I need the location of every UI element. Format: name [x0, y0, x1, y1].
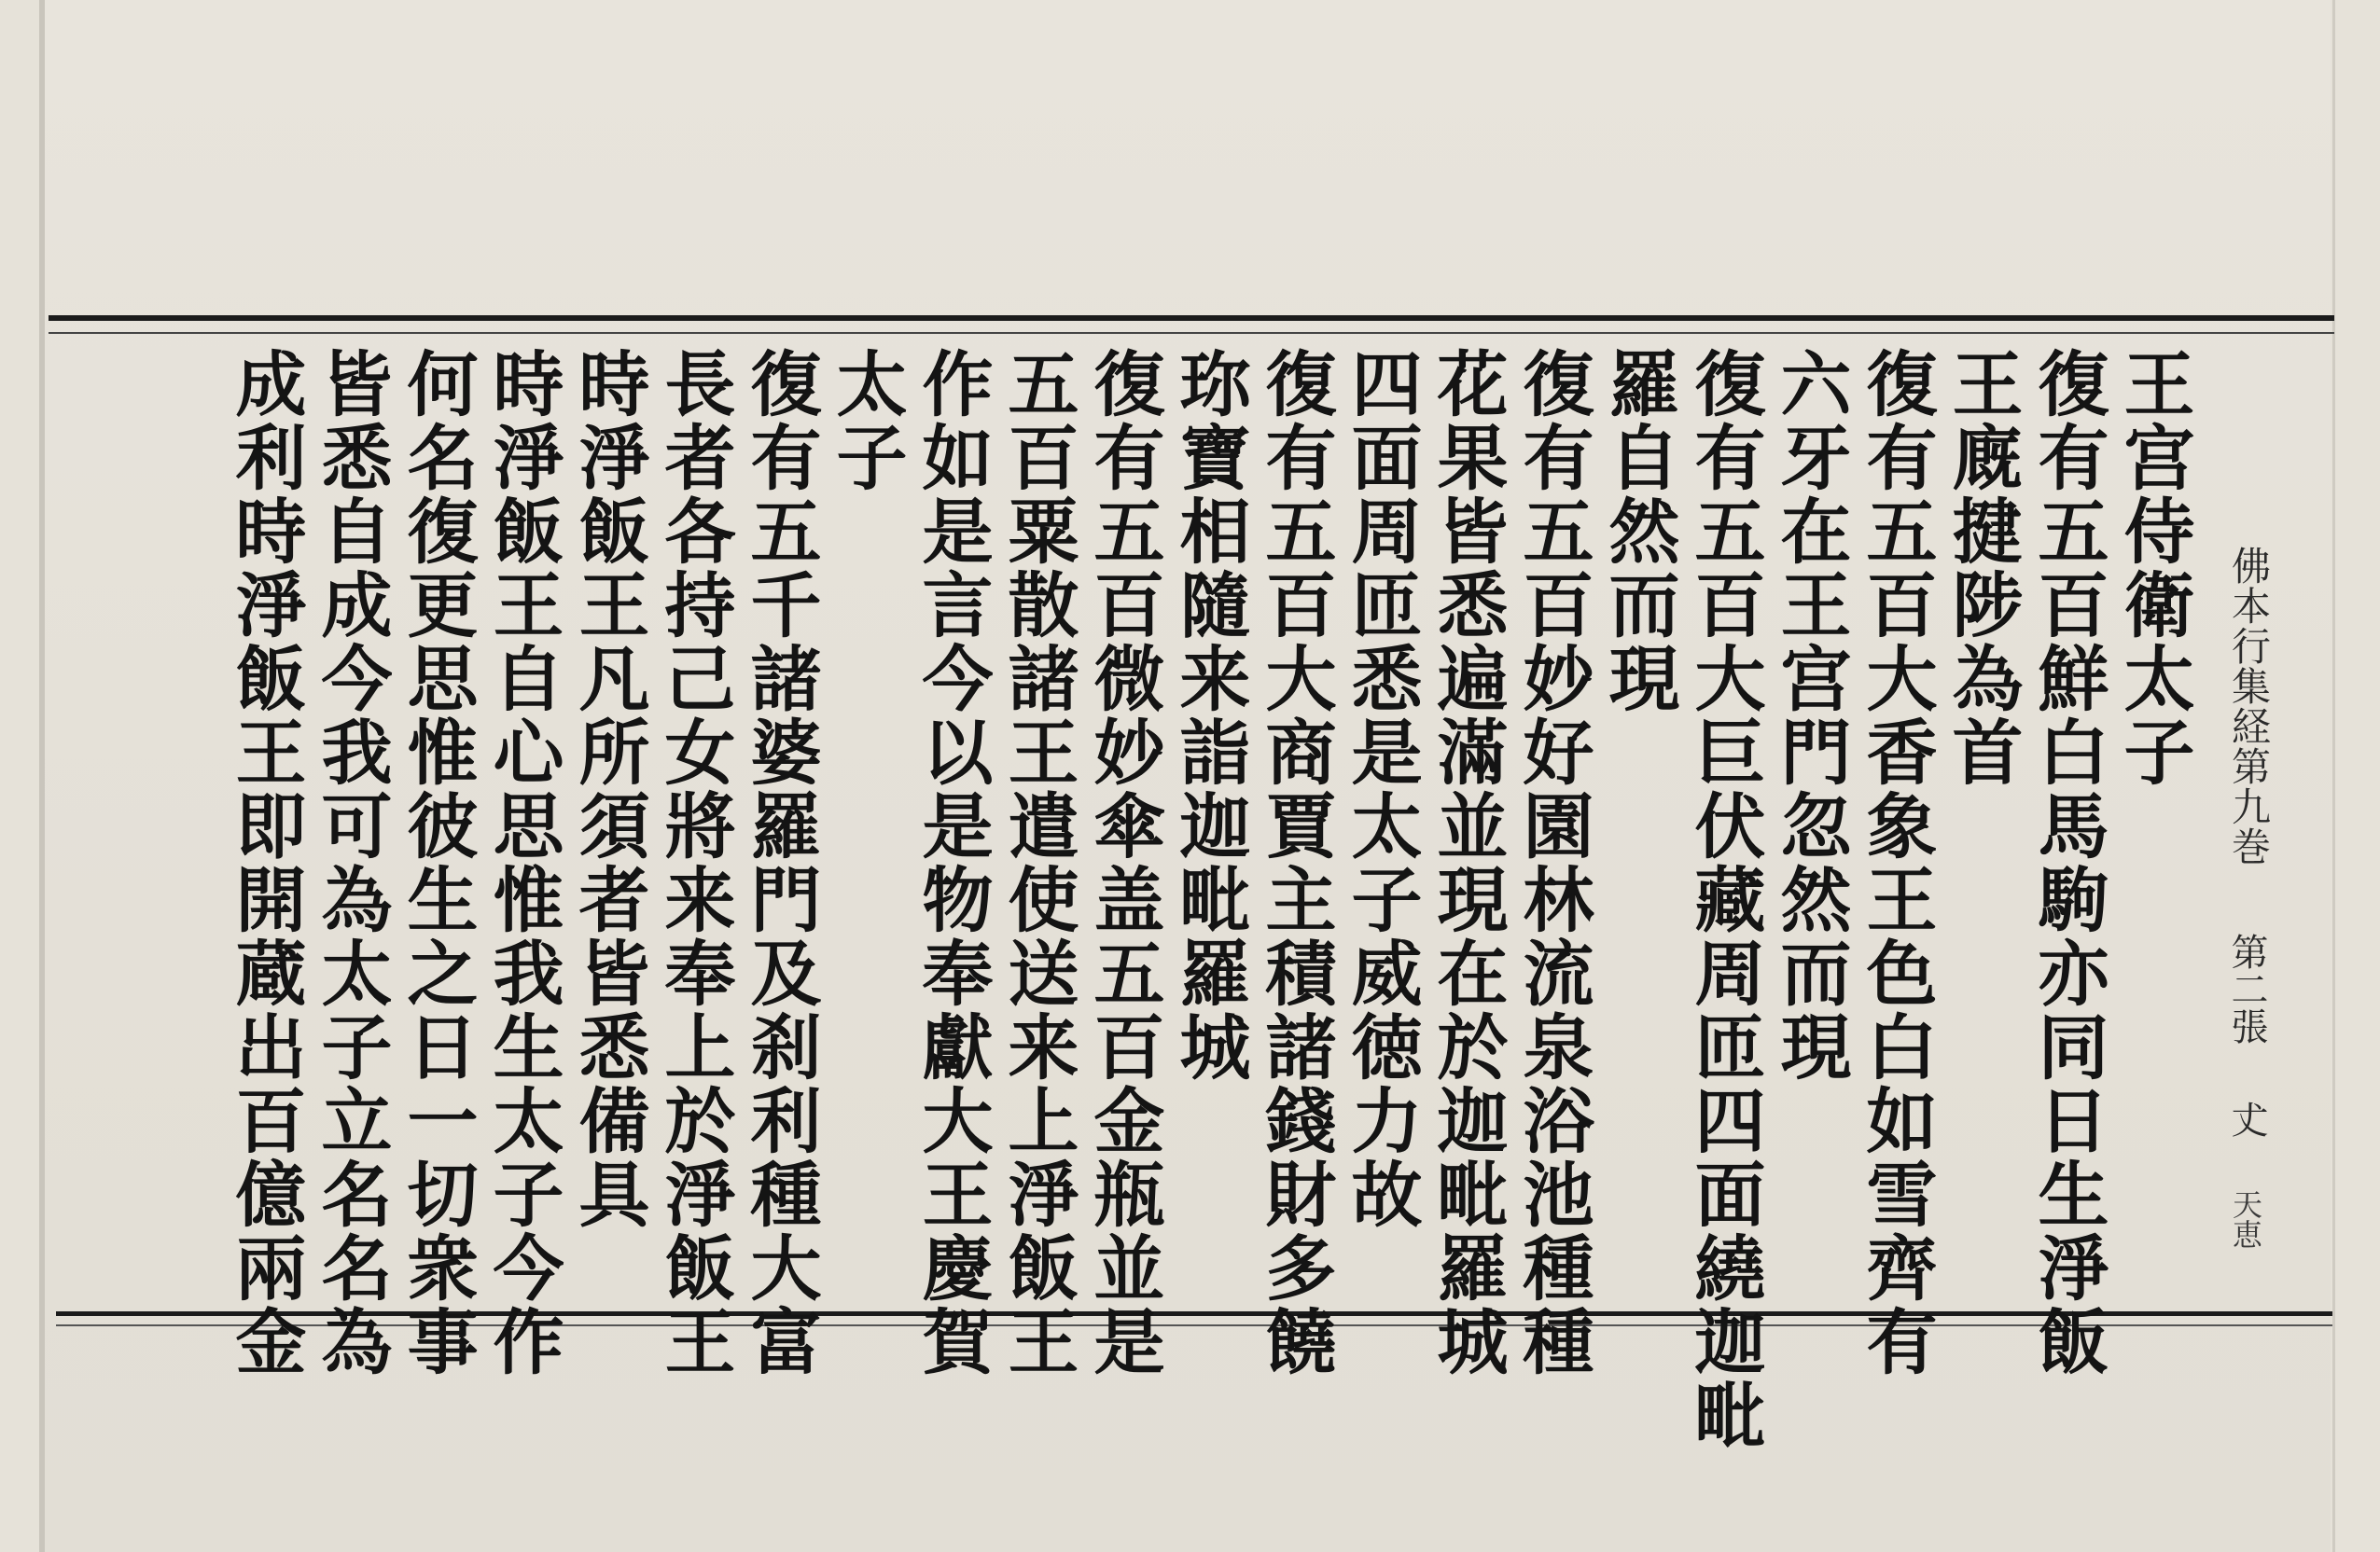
text-column: 時淨飯王自心思惟我生太子今作: [481, 347, 564, 1379]
text-column: 五百粟散諸王遣使送来上淨飯王: [996, 347, 1079, 1379]
text-column: 四面周匝悉是太子威徳力故: [1340, 347, 1423, 1231]
text-column: 復有五百微妙傘盖五百金瓶並是: [1082, 347, 1165, 1379]
text-column: 復有五百大巨伏藏周匝四面繞迦毗: [1683, 347, 1766, 1452]
margin-carver-name: 天恵: [2228, 1189, 2263, 1249]
margin-leaf-number: 第二張: [2225, 933, 2268, 1045]
text-column: 復有五百大香象王色白如雪齊有: [1855, 347, 1938, 1379]
text-column: 王宫侍衛太子: [2112, 347, 2195, 789]
text-column: 復有五千諸婆羅門及刹利種大富: [739, 347, 822, 1379]
text-column: 復有五百妙好園林流泉浴池種種: [1511, 347, 1594, 1379]
text-column: 復有五百大商賈主積諸錢財多饒: [1254, 347, 1337, 1379]
text-column: 王廐揵陟為首: [1941, 347, 2024, 789]
text-column: 長者各持己女將来奉上於淨飯王: [653, 347, 736, 1379]
text-column: 何名復更思惟彼生之日一切衆事: [396, 347, 479, 1379]
text-column: 時淨飯王凡所須者皆悉備具: [567, 347, 650, 1231]
text-column: 成利時淨飯王即開蔵出百億兩金: [224, 347, 307, 1379]
text-column: 珎寶相隨来詣迦毗羅城: [1168, 347, 1251, 1084]
text-column: 皆悉自成今我可為太子立名名為: [310, 347, 393, 1379]
text-column: 作如是言今以是物奉獻大王慶賀: [911, 347, 994, 1379]
margin-book-title: 佛本行集経第九巻: [2226, 546, 2272, 866]
margin-mark: 𠀋: [2225, 1101, 2268, 1138]
text-column: 六牙在王宫門忽然而現: [1769, 347, 1852, 1084]
text-column: 羅自然而現: [1597, 347, 1680, 715]
text-column: 花果皆悉遍滿並現在於迦毗羅城: [1426, 347, 1509, 1379]
text-column: 太子: [825, 347, 908, 494]
text-column: 復有五百鮮白馬駒亦同日生淨飯: [2026, 347, 2109, 1379]
